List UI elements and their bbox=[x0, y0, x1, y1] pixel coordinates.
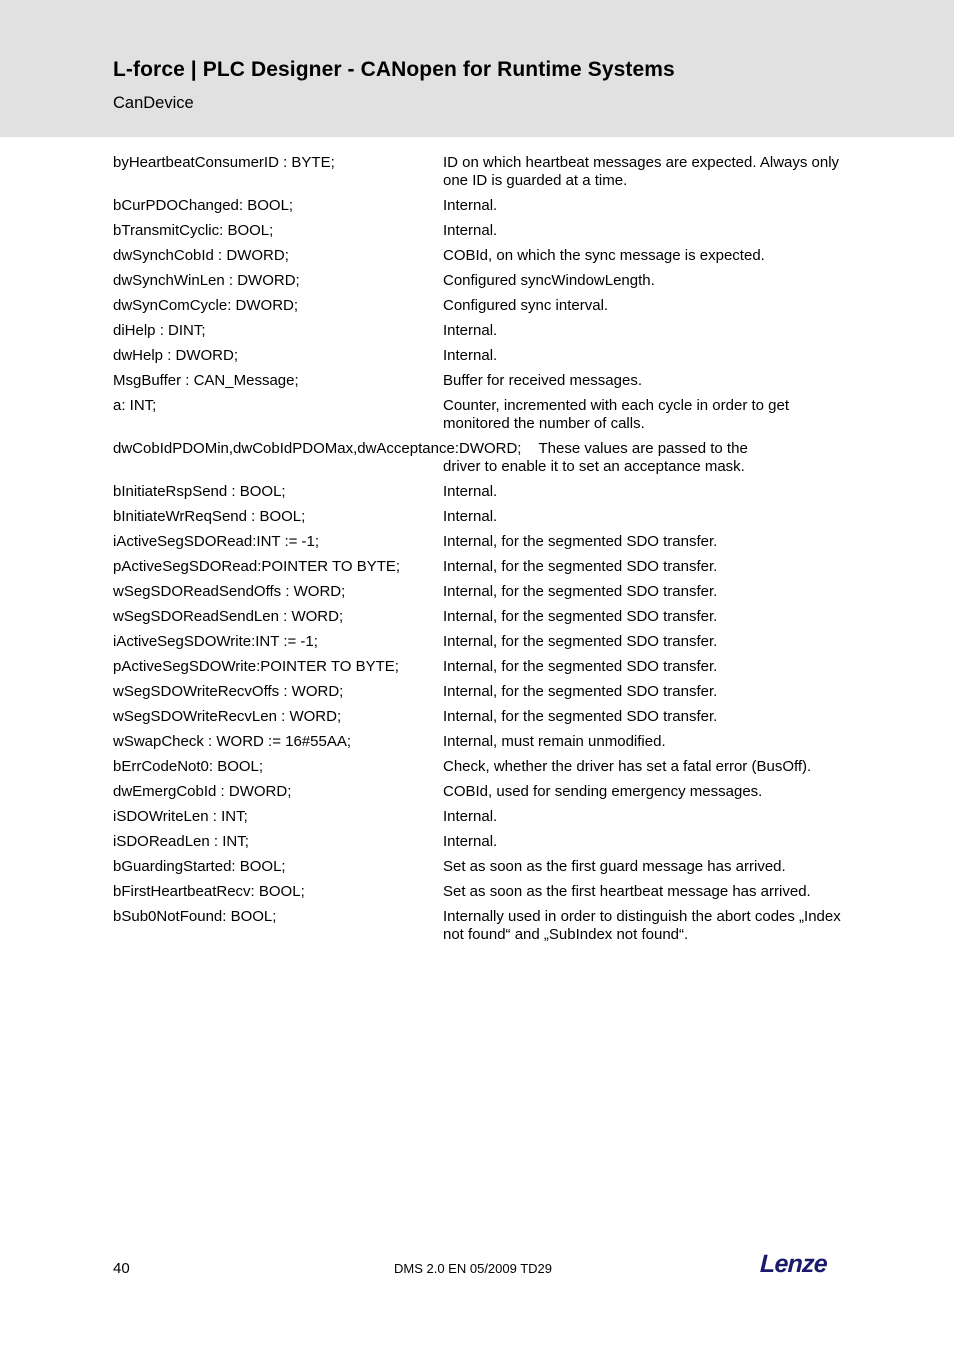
lenze-logo: Lenze bbox=[759, 1250, 828, 1278]
declaration-row bbox=[113, 858, 843, 876]
declaration-row bbox=[113, 154, 843, 190]
declaration-row bbox=[113, 583, 843, 601]
description: Internal, for the segmented SDO transfer. bbox=[443, 533, 718, 550]
description: Internal, for the segmented SDO transfer. bbox=[443, 633, 718, 650]
description: Internal, for the segmented SDO transfer. bbox=[443, 658, 718, 675]
description: Internal. bbox=[443, 808, 498, 825]
declaration-row bbox=[113, 483, 843, 501]
declaration: pActiveSegSDORead:POINTER TO BYTE; bbox=[113, 558, 401, 575]
description: Internal, for the segmented SDO transfer. bbox=[443, 683, 718, 700]
declaration: wSwapCheck : WORD := 16#55AA; bbox=[113, 733, 352, 750]
declaration: wSegSDOWriteRecvLen : WORD; bbox=[113, 708, 342, 725]
document-id: DMS 2.0 EN 05/2009 TD29 bbox=[394, 1261, 553, 1276]
declaration-row bbox=[113, 533, 843, 551]
description: Check, whether the driver has set a fatal error (BusOff). bbox=[443, 758, 812, 775]
description: Internal. bbox=[443, 483, 498, 500]
declaration-list bbox=[113, 154, 843, 951]
declaration: wSegSDOReadSendOffs : WORD; bbox=[113, 583, 346, 600]
description: Configured sync interval. bbox=[443, 297, 609, 314]
description: ID on which heartbeat messages are expected. Always only one ID is guarded at a time. bbox=[443, 154, 840, 189]
declaration: MsgBuffer : CAN_Message; bbox=[113, 372, 299, 389]
declaration-row bbox=[113, 440, 843, 476]
declaration: bSub0NotFound: BOOL; bbox=[113, 908, 277, 925]
description: Counter, incremented with each cycle in order to get monitored the number of calls. bbox=[443, 397, 790, 432]
declaration: wSegSDOReadSendLen : WORD; bbox=[113, 608, 344, 625]
declaration-row bbox=[113, 247, 843, 265]
declaration-row bbox=[113, 758, 843, 776]
declaration-row bbox=[113, 808, 843, 826]
declaration: bGuardingStarted: BOOL; bbox=[113, 858, 286, 875]
document-title: L-force | PLC Designer - CANopen for Runtime Systems bbox=[113, 58, 675, 81]
declaration-row bbox=[113, 222, 843, 240]
description: These values are passed to the bbox=[538, 440, 748, 457]
page-number: 40 bbox=[113, 1260, 130, 1277]
declaration-row bbox=[113, 558, 843, 576]
description: Internal. bbox=[443, 508, 498, 525]
description: COBId, on which the sync message is expected. bbox=[443, 247, 765, 264]
declaration: bCurPDOChanged: BOOL; bbox=[113, 197, 294, 214]
description: Set as soon as the first guard message has arrived. bbox=[443, 858, 786, 875]
declaration-row bbox=[113, 733, 843, 751]
document-subtitle: CanDevice bbox=[113, 94, 194, 112]
declaration-row bbox=[113, 347, 843, 365]
declaration: iSDOReadLen : INT; bbox=[113, 833, 249, 850]
declaration-row bbox=[113, 322, 843, 340]
declaration-row bbox=[113, 908, 843, 944]
description: Internal. bbox=[443, 347, 498, 364]
declaration-row bbox=[113, 633, 843, 651]
declaration: dwSynchWinLen : DWORD; bbox=[113, 272, 300, 289]
declaration-row bbox=[113, 783, 843, 801]
declaration: iActiveSegSDOWrite:INT := -1; bbox=[113, 633, 318, 650]
description: Set as soon as the first heartbeat message has arrived. bbox=[443, 883, 811, 900]
declaration: dwCobIdPDOMin,dwCobIdPDOMax,dwAcceptance:DWORD; bbox=[113, 440, 522, 457]
declaration-row bbox=[113, 658, 843, 676]
declaration: dwSynchCobId : DWORD; bbox=[113, 247, 289, 264]
description: Internally used in order to distinguish the abort codes „Index not found“ and „SubIndex not found“. bbox=[443, 908, 841, 943]
declaration-row bbox=[113, 883, 843, 901]
declaration-row bbox=[113, 197, 843, 215]
declaration: diHelp : DINT; bbox=[113, 322, 206, 339]
description: Internal. bbox=[443, 833, 498, 850]
declaration-row bbox=[113, 508, 843, 526]
declaration: bFirstHeartbeatRecv: BOOL; bbox=[113, 883, 305, 900]
declaration: a: INT; bbox=[113, 397, 157, 414]
description: Configured syncWindowLength. bbox=[443, 272, 655, 289]
declaration-row bbox=[113, 608, 843, 626]
declaration-row bbox=[113, 683, 843, 701]
declaration: bInitiateWrReqSend : BOOL; bbox=[113, 508, 306, 525]
description: COBId, used for sending emergency messages. bbox=[443, 783, 763, 800]
description: Internal, must remain unmodified. bbox=[443, 733, 666, 750]
declaration: dwEmergCobId : DWORD; bbox=[113, 783, 292, 800]
declaration: iActiveSegSDORead:INT := -1; bbox=[113, 533, 320, 550]
description-continuation: driver to enable it to set an acceptance mask. bbox=[443, 458, 745, 475]
declaration-row bbox=[113, 297, 843, 315]
declaration: bErrCodeNot0: BOOL; bbox=[113, 758, 264, 775]
declaration-row bbox=[113, 372, 843, 390]
description: Internal. bbox=[443, 322, 498, 339]
description: Internal, for the segmented SDO transfer. bbox=[443, 583, 718, 600]
declaration: bInitiateRspSend : BOOL; bbox=[113, 483, 286, 500]
description: Buffer for received messages. bbox=[443, 372, 642, 389]
declaration-row bbox=[113, 708, 843, 726]
declaration-row bbox=[113, 272, 843, 290]
description: Internal. bbox=[443, 197, 498, 214]
description: Internal, for the segmented SDO transfer. bbox=[443, 608, 718, 625]
description: Internal, for the segmented SDO transfer. bbox=[443, 558, 718, 575]
declaration: byHeartbeatConsumerID : BYTE; bbox=[113, 154, 335, 171]
declaration: dwHelp : DWORD; bbox=[113, 347, 239, 364]
declaration: iSDOWriteLen : INT; bbox=[113, 808, 248, 825]
declaration: dwSynComCycle: DWORD; bbox=[113, 297, 299, 314]
description: Internal. bbox=[443, 222, 498, 239]
declaration-row bbox=[113, 397, 843, 433]
declaration: pActiveSegSDOWrite:POINTER TO BYTE; bbox=[113, 658, 399, 675]
declaration-row bbox=[113, 833, 843, 851]
description: Internal, for the segmented SDO transfer. bbox=[443, 708, 718, 725]
declaration: bTransmitCyclic: BOOL; bbox=[113, 222, 274, 239]
declaration: wSegSDOWriteRecvOffs : WORD; bbox=[113, 683, 344, 700]
